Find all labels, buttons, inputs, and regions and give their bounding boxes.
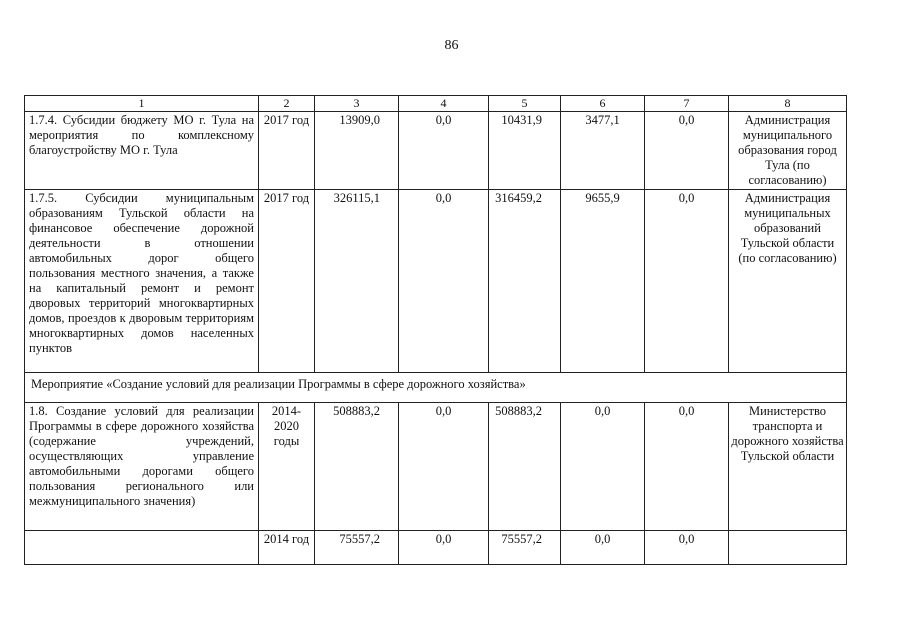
executor-cell: Администрация муниципальных образований Тульской области (по согласованию): [729, 190, 847, 373]
description-cell: 1.7.5. Субсидии муниципальным образованиям Тульской области на финансовое обеспечение дорожной деятельности в отношении автомобильных дорог общего пользования местного значения, а также на капитальный ремонт и ремонт дворовых территорий многоквартирных домов, проездов к дворовым территориям многоквартирных домов населенных пунктов: [25, 190, 259, 373]
value-cell: 0,0: [645, 112, 729, 190]
value-cell: 0,0: [399, 190, 489, 373]
total-cell: 75557,2: [315, 531, 399, 565]
program-table: [24, 95, 847, 565]
value-cell: 0,0: [645, 531, 729, 565]
header-cell: 4: [399, 96, 489, 112]
value-cell: 0,0: [645, 403, 729, 531]
section-row: [25, 373, 847, 403]
value-cell: 0,0: [561, 403, 645, 531]
period-cell: 2014 год: [259, 531, 315, 565]
period-cell: 2017 год: [259, 190, 315, 373]
value-cell: 0,0: [645, 190, 729, 373]
header-cell: 2: [259, 96, 315, 112]
section-title: Мероприятие «Создание условий для реализации Программы в сфере дорожного хозяйства»: [25, 373, 847, 403]
value-cell: 9655,9: [561, 190, 645, 373]
value-cell: 3477,1: [561, 112, 645, 190]
header-cell: 6: [561, 96, 645, 112]
executor-cell: Администрация муниципального образования город Тула (по согласованию): [729, 112, 847, 190]
value-cell: 0,0: [399, 112, 489, 190]
value-cell: 0,0: [561, 531, 645, 565]
total-cell: 508883,2: [315, 403, 399, 531]
period-cell: 2017 год: [259, 112, 315, 190]
description-cell: [25, 531, 259, 565]
executor-cell: Министерство транспорта и дорожного хозяйства Тульской области: [729, 403, 847, 531]
table-row: [25, 403, 847, 531]
value-cell: 10431,9: [489, 112, 561, 190]
period-cell: 2014-2020 годы: [259, 403, 315, 531]
table-row: [25, 190, 847, 373]
table-row: [25, 112, 847, 190]
header-cell: 5: [489, 96, 561, 112]
header-cell: 7: [645, 96, 729, 112]
value-cell: 0,0: [399, 403, 489, 531]
value-cell: 75557,2: [489, 531, 561, 565]
description-cell: 1.8. Создание условий для реализации Программы в сфере дорожного хозяйства (содержание учреждений, осуществляющих управление автомобильными дорогами общего пользования регионального или межмуниципального значения): [25, 403, 259, 531]
header-row: [25, 96, 847, 112]
value-cell: 0,0: [399, 531, 489, 565]
executor-cell: [729, 531, 847, 565]
total-cell: 326115,1: [315, 190, 399, 373]
total-cell: 13909,0: [315, 112, 399, 190]
table-row: [25, 531, 847, 565]
header-cell: 3: [315, 96, 399, 112]
header-cell: 1: [25, 96, 259, 112]
value-cell: 508883,2: [489, 403, 561, 531]
value-cell: 316459,2: [489, 190, 561, 373]
header-cell: 8: [729, 96, 847, 112]
page-number: 86: [444, 38, 459, 53]
description-cell: 1.7.4. Субсидии бюджету МО г. Тула на мероприятия по комплексному благоустройству МО г. Тула: [25, 112, 259, 190]
